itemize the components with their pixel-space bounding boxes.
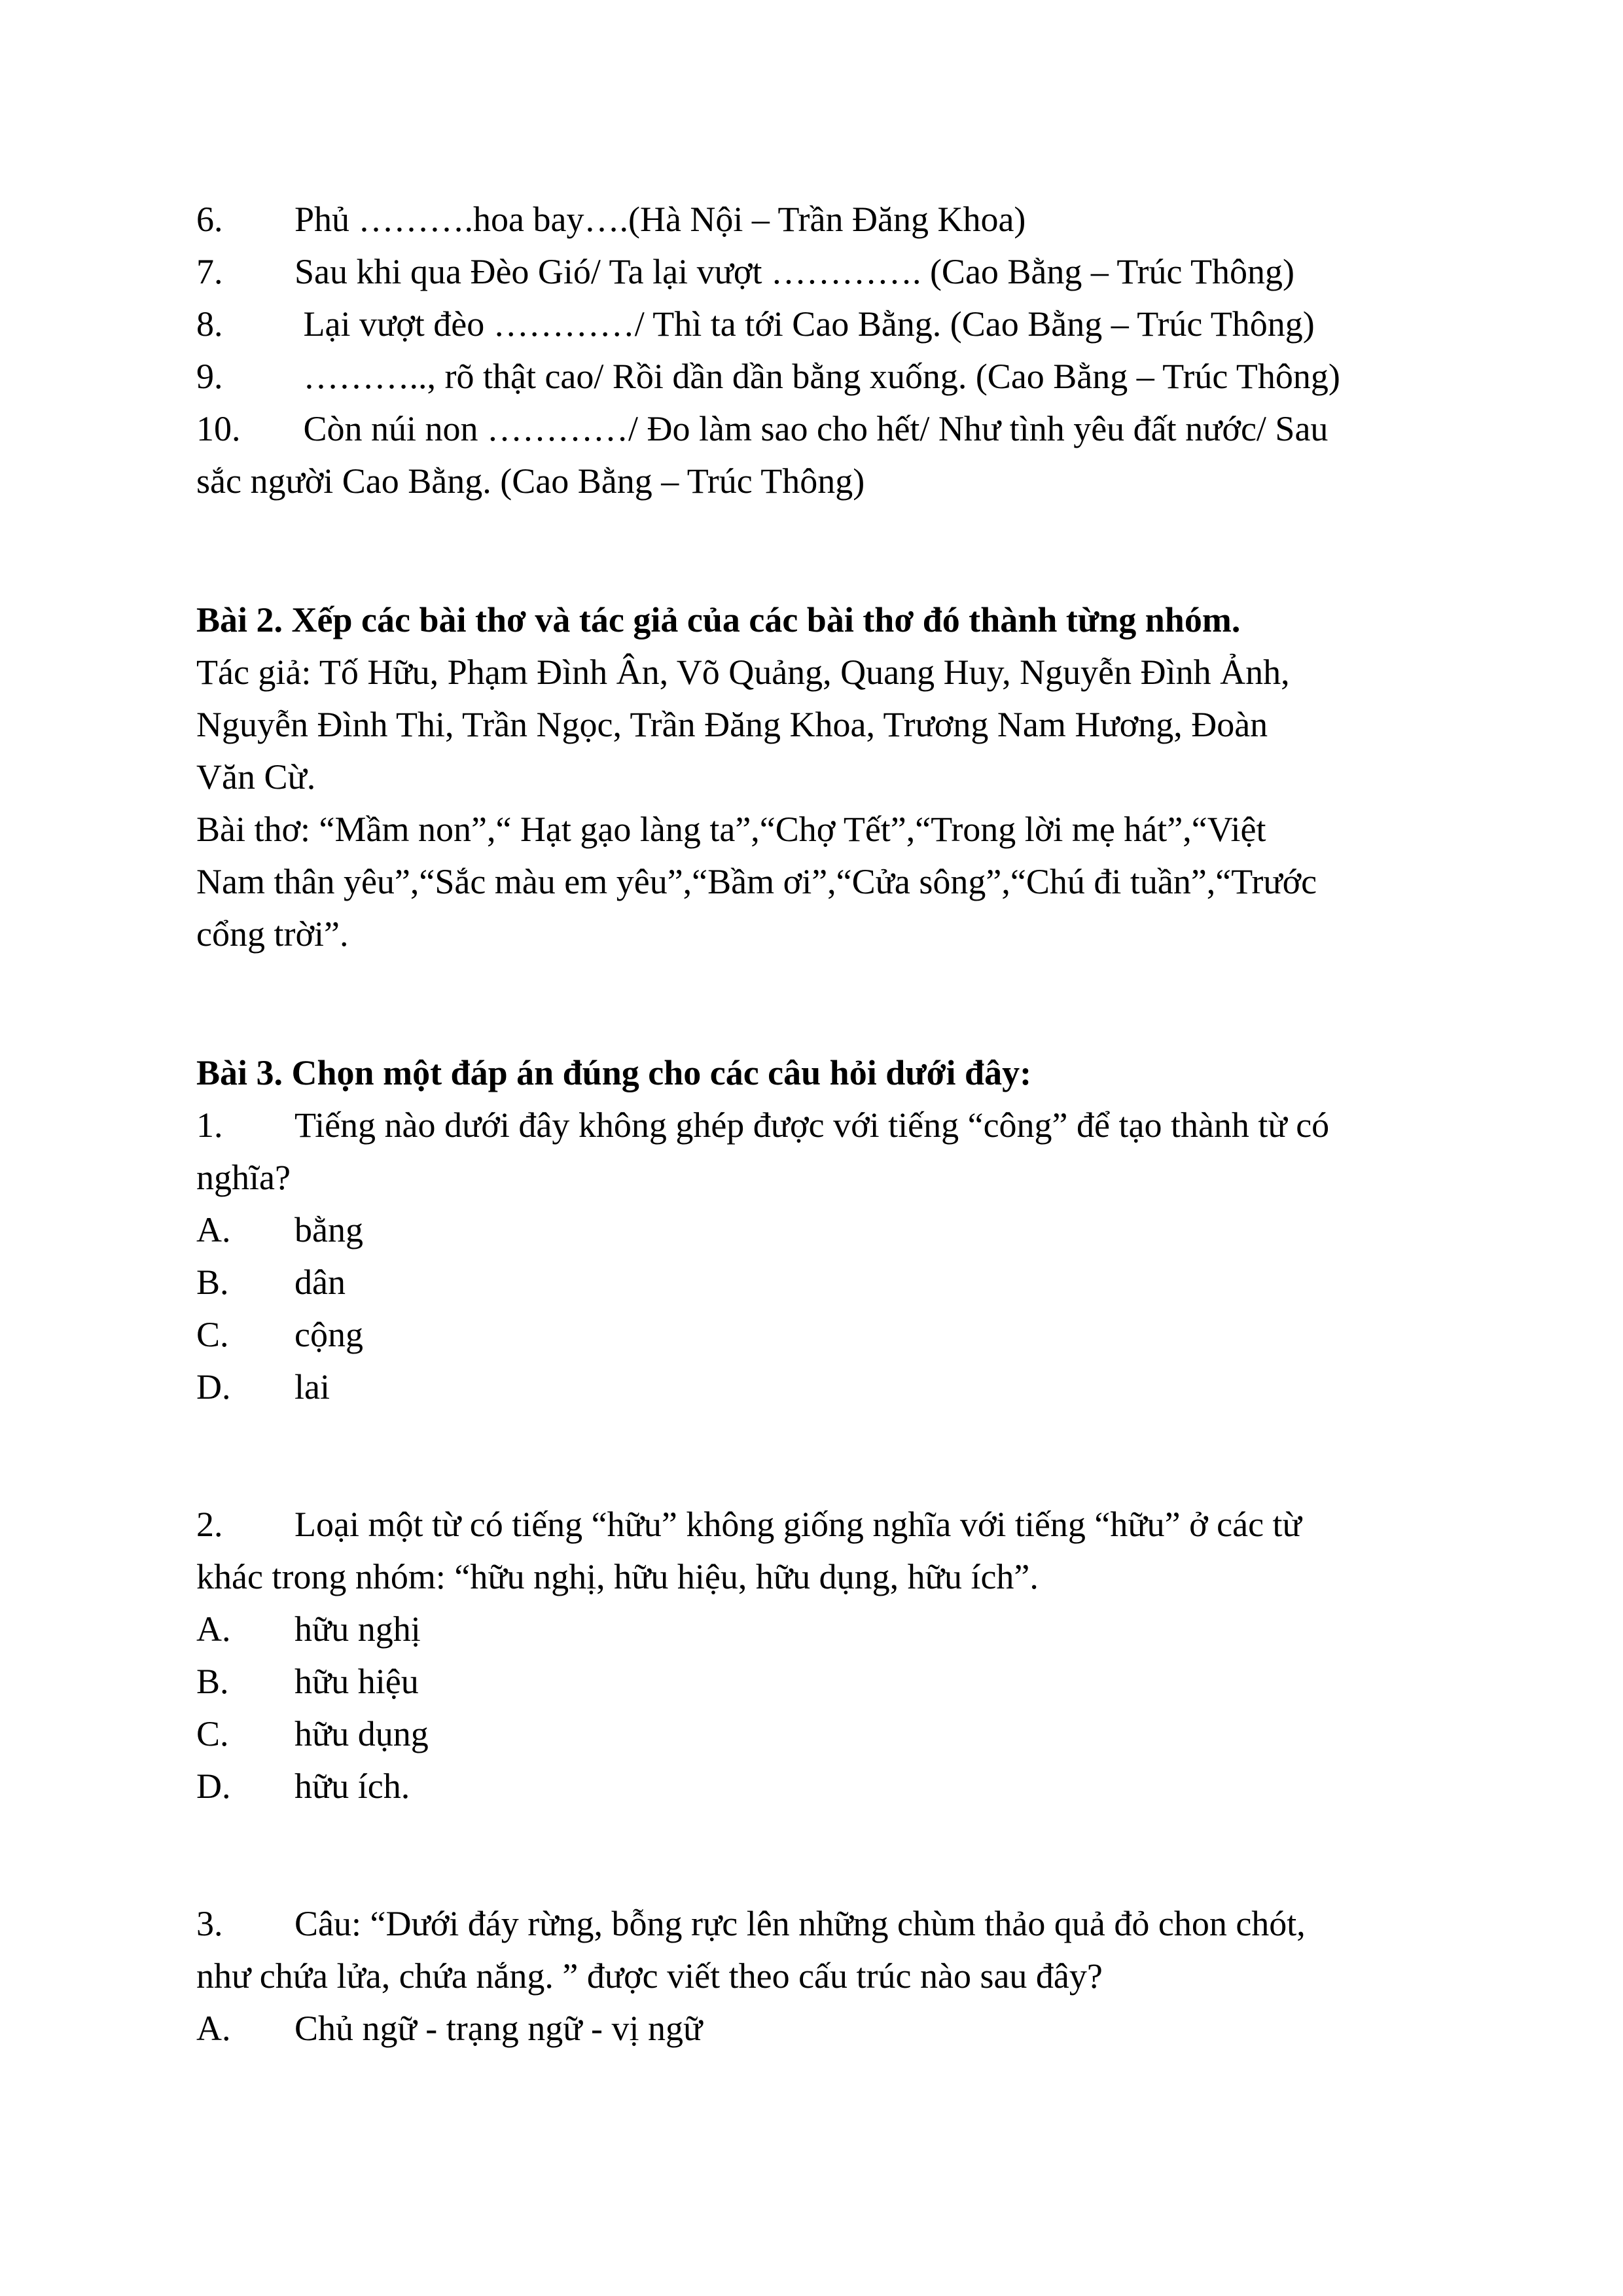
item-number: 10. [196, 409, 241, 448]
answer-option [196, 1209, 363, 1251]
question-text: Tiếng nào dưới đây không ghép được với tiếng “công” để tạo thành từ có [294, 1105, 1330, 1145]
option-letter: C. [196, 1315, 229, 1354]
option-letter: C. [196, 1714, 229, 1753]
answer-option [196, 1765, 410, 1807]
option-letter: D. [196, 1767, 231, 1806]
item-text: Phủ ……….hoa bay….(Hà Nội – Trần Đăng Khoa) [294, 200, 1026, 239]
bai2-authors-line: Tác giả: Tố Hữu, Phạm Đình Ân, Võ Quảng, Quang Huy, Nguyễn Đình Ảnh, [196, 653, 1290, 692]
option-text: bằng [294, 1210, 363, 1249]
item-text: Còn núi non …………/ Đo làm sao cho hết/ Như tình yêu đất nước/ Sau [294, 409, 1329, 448]
bai3-heading: Bài 3. Chọn một đáp án đúng cho các câu hỏi dưới đây: [196, 1053, 1032, 1092]
answer-option [196, 2007, 702, 2049]
option-text: Chủ ngữ - trạng ngữ - vị ngữ [294, 2009, 703, 2048]
option-letter: A. [196, 1609, 231, 1649]
option-text: hữu ích. [294, 1767, 410, 1806]
bai2-authors-line: Nguyễn Đình Thi, Trần Ngọc, Trần Đăng Khoa, Trương Nam Hương, Đoàn [196, 705, 1268, 744]
option-text: hữu hiệu [294, 1662, 419, 1701]
question-text: Loại một từ có tiếng “hữu” không giống nghĩa với tiếng “hữu” ở các từ [294, 1505, 1302, 1544]
option-letter: B. [196, 1263, 229, 1302]
option-letter: D. [196, 1367, 231, 1407]
answer-option [196, 1261, 346, 1303]
poem-item-7 [196, 251, 1294, 293]
item-number: 6. [196, 200, 223, 239]
item-text: Lại vượt đèo …………/ Thì ta tới Cao Bằng. (Cao Bằng – Trúc Thông) [294, 304, 1315, 344]
option-letter: A. [196, 1210, 231, 1249]
question-number: 1. [196, 1105, 223, 1145]
question-text: Câu: “Dưới đáy rừng, bỗng rực lên những chùm thảo quả đỏ chon chót, [294, 1904, 1306, 1943]
poem-item-10 [196, 408, 1328, 450]
bai2-poems-line: Bài thơ: “Mầm non”,“ Hạt gạo làng ta”,“Chợ Tết”,“Trong lời mẹ hát”,“Việt [196, 810, 1266, 849]
option-text: hữu nghị [294, 1609, 421, 1649]
question-2 [196, 1503, 1302, 1545]
option-letter: B. [196, 1662, 229, 1701]
poem-item-8 [196, 303, 1315, 345]
question-3-continuation: như chứa lửa, chứa nắng. ” được viết theo cấu trúc nào sau đây? [196, 1956, 1103, 1996]
option-text: dân [294, 1263, 346, 1302]
answer-option [196, 1608, 421, 1650]
answer-option [196, 1713, 429, 1755]
bai2-poems-line: cổng trời”. [196, 914, 349, 954]
bai2-authors-line: Văn Cừ. [196, 757, 316, 797]
option-text: cộng [294, 1315, 363, 1354]
bai2-heading: Bài 2. Xếp các bài thơ và tác giả của các bài thơ đó thành từng nhóm. [196, 600, 1241, 639]
question-number: 3. [196, 1904, 223, 1943]
answer-option [196, 1660, 419, 1702]
answer-option [196, 1314, 363, 1355]
item-text: Sau khi qua Đèo Gió/ Ta lại vượt …………. (Cao Bằng – Trúc Thông) [294, 252, 1294, 291]
answer-option [196, 1366, 330, 1408]
question-number: 2. [196, 1505, 223, 1544]
option-letter: A. [196, 2009, 231, 2048]
question-3 [196, 1903, 1306, 1945]
poem-item-9 [196, 355, 1340, 397]
option-text: lai [294, 1367, 330, 1407]
question-1-continuation: nghĩa? [196, 1158, 291, 1197]
question-1 [196, 1104, 1329, 1146]
option-text: hữu dụng [294, 1714, 429, 1753]
poem-item-10-continuation: sắc người Cao Bằng. (Cao Bằng – Trúc Thông) [196, 461, 865, 501]
question-2-continuation: khác trong nhóm: “hữu nghị, hữu hiệu, hữu dụng, hữu ích”. [196, 1557, 1039, 1596]
item-number: 7. [196, 252, 223, 291]
item-text: ……….., rõ thật cao/ Rồi dần dần bằng xuống. (Cao Bằng – Trúc Thông) [294, 357, 1340, 396]
item-number: 8. [196, 304, 223, 344]
poem-item-6 [196, 198, 1026, 240]
bai2-poems-line: Nam thân yêu”,“Sắc màu em yêu”,“Bầm ơi”,“Cửa sông”,“Chú đi tuần”,“Trước [196, 862, 1317, 901]
item-number: 9. [196, 357, 223, 396]
